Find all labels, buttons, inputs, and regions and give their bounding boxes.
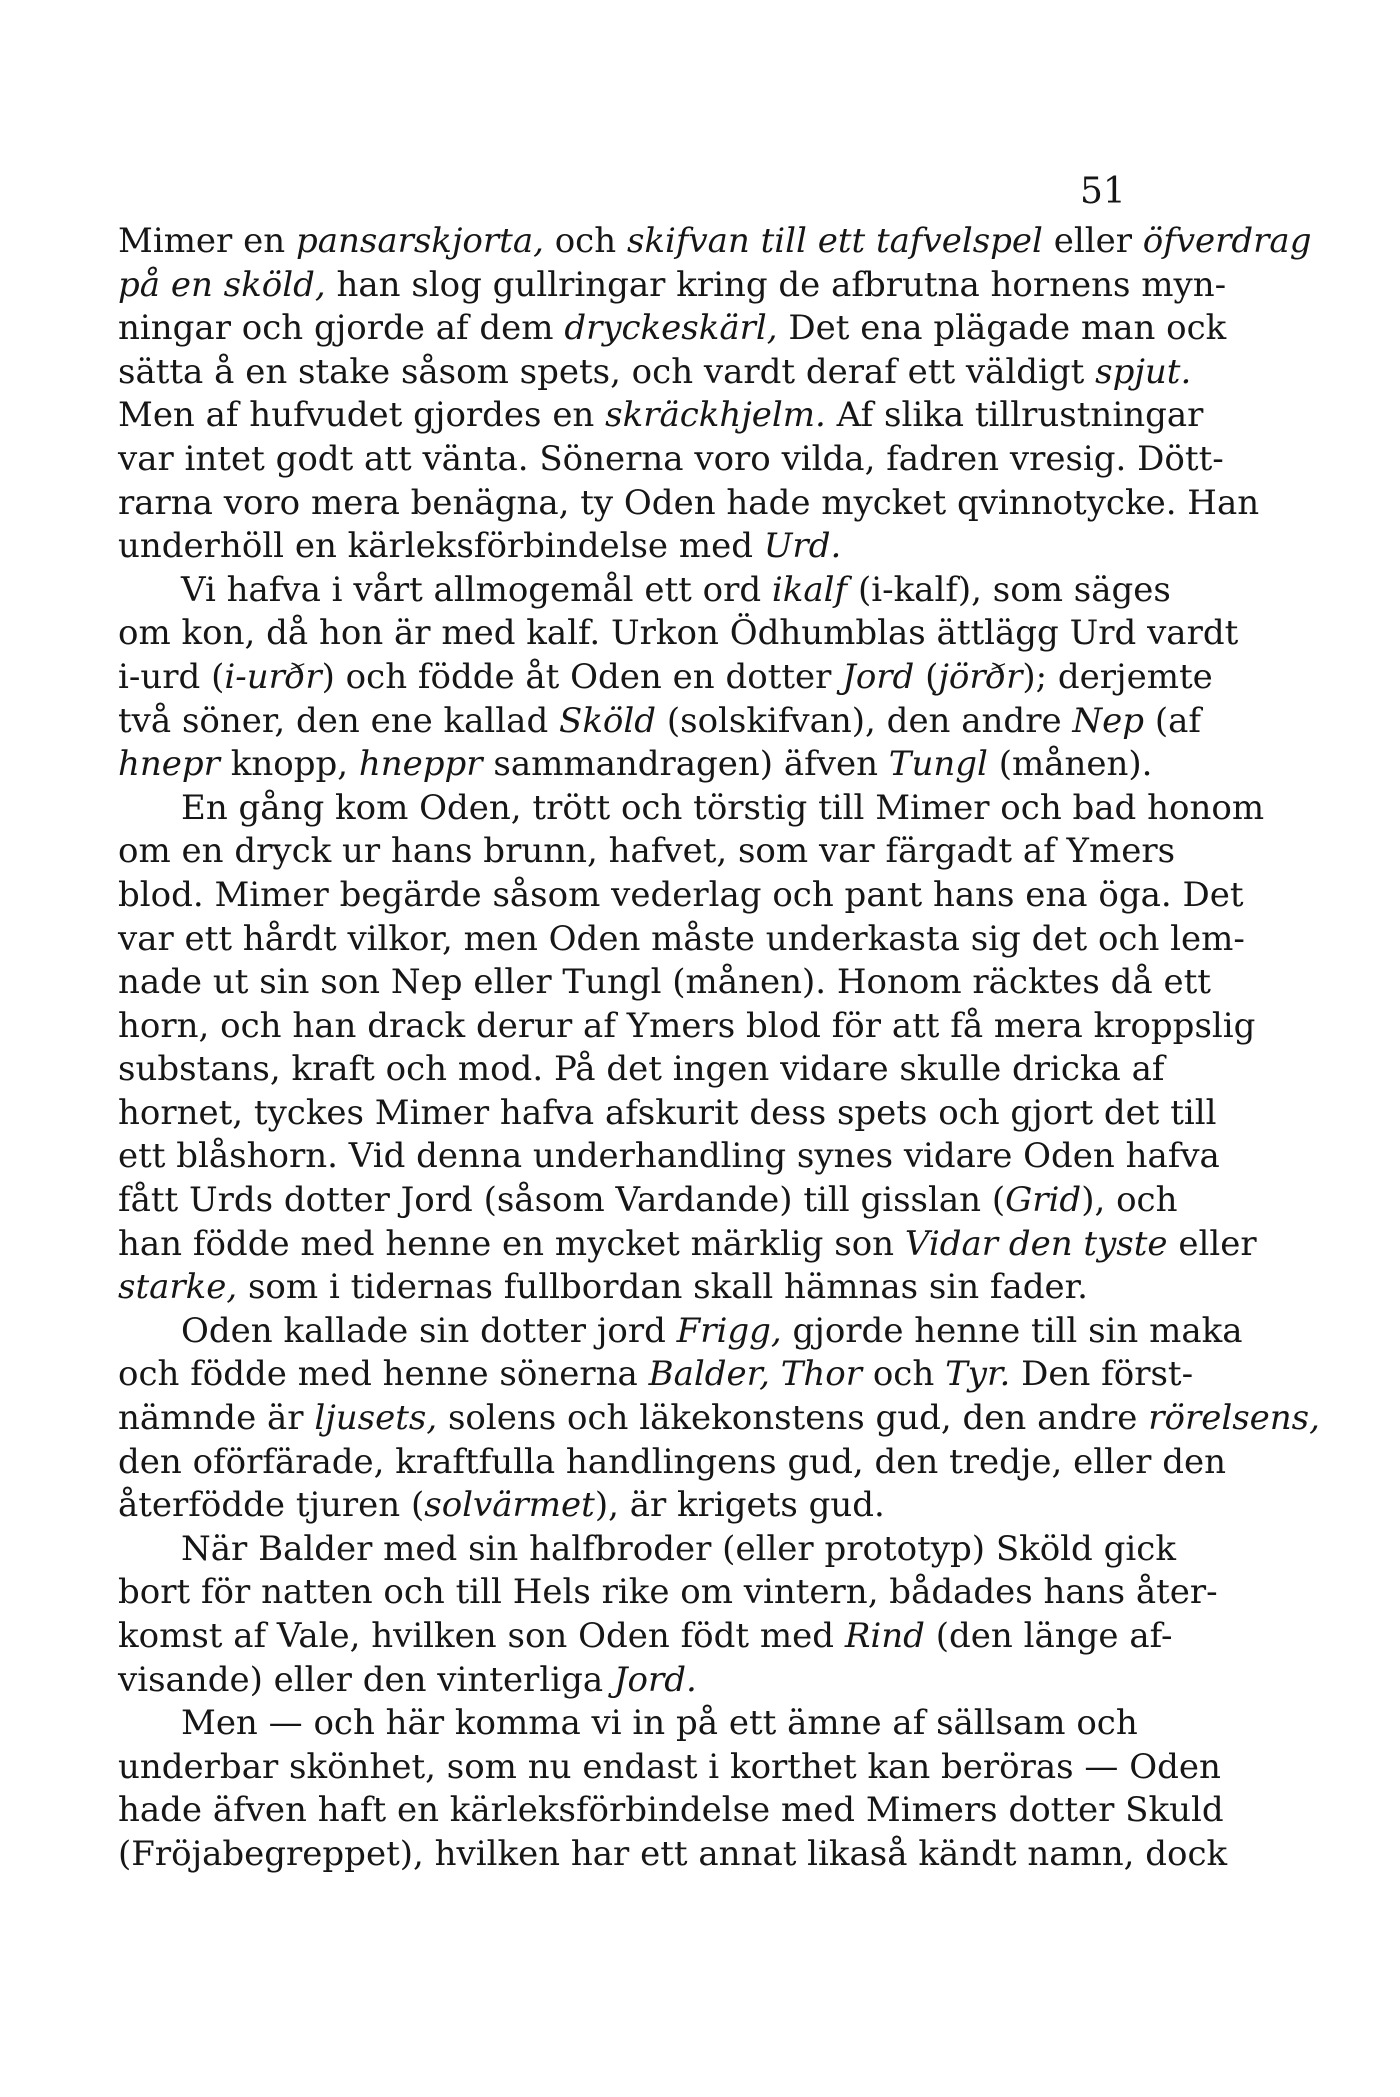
text-run: ( xyxy=(914,656,939,697)
italic-text: ikalf xyxy=(771,569,848,610)
italic-text: skifvan till ett tafvelspel xyxy=(626,221,1043,261)
text-run: ), och xyxy=(1081,1180,1178,1221)
italic-text: pansarskjorta, xyxy=(295,221,544,261)
italic-text: rörelsens, xyxy=(1148,1398,1320,1439)
text-line xyxy=(118,1484,1124,1528)
text-run: återfödde tjuren ( xyxy=(118,1485,425,1526)
text-line xyxy=(118,1659,1124,1703)
text-run: substans, kraft och mod. På det ingen vidare skulle dricka af xyxy=(118,1049,1165,1090)
text-run: Men — och här komma vi in på ett ämne af sällsam och xyxy=(181,1703,1138,1744)
text-line xyxy=(118,1005,1256,1049)
text-run: underhöll en kärleksförbindelse med xyxy=(118,526,764,567)
text-line xyxy=(118,1615,1173,1659)
text-run: ningar och gjorde af dem xyxy=(118,308,565,349)
text-line xyxy=(118,351,1192,395)
text-line xyxy=(118,918,1245,962)
italic-text: hneppr xyxy=(358,744,483,785)
text-run: och födde med henne sönerna xyxy=(118,1354,649,1395)
italic-text: jörðr xyxy=(938,656,1023,697)
italic-text: Grid xyxy=(1005,1180,1082,1221)
text-line xyxy=(118,612,1239,656)
text-line xyxy=(118,1528,1176,1572)
italic-text: Nep xyxy=(1072,700,1145,741)
text-run: hade äfven haft en kärleksförbindelse med Mimers dotter Skuld xyxy=(118,1790,1224,1831)
text-line xyxy=(118,482,1260,526)
text-line xyxy=(118,1441,1226,1485)
text-line xyxy=(118,656,1213,700)
text-run: och xyxy=(862,1354,946,1395)
text-run: (månen). xyxy=(987,744,1153,785)
text-line xyxy=(118,1092,1217,1136)
text-run: om en dryck ur hans brunn, hafvet, som var färgadt af Ymers xyxy=(118,831,1176,872)
text-line xyxy=(118,1702,1138,1746)
text-run: knopp, xyxy=(219,744,359,785)
text-line xyxy=(118,743,1153,787)
text-line xyxy=(118,1746,1221,1790)
text-run: (solskifvan), den andre xyxy=(656,700,1073,741)
text-line xyxy=(118,264,1227,308)
text-run: var intet godt att vänta. Sönerna voro vilda, fadren vresig. Dött- xyxy=(118,438,1224,479)
text-run: blod. Mimer begärde såsom vederlag och pant hans ena öga. Det xyxy=(118,874,1244,915)
text-line xyxy=(118,1310,1243,1354)
text-run: han födde med henne en mycket märklig son xyxy=(118,1223,905,1264)
italic-text: Frigg, xyxy=(676,1310,782,1351)
text-run: om kon, då hon är med kalf. Urkon Ödhumblas ättlägg Urd vardt xyxy=(118,613,1239,654)
text-run: (af xyxy=(1144,700,1201,741)
text-line xyxy=(118,525,1124,569)
text-line xyxy=(118,1266,1124,1310)
text-run: Mimer en xyxy=(118,221,296,261)
italic-text: på en sköld, xyxy=(118,264,326,305)
text-run: rarna voro mera benägna, ty Oden hade mycket qvinnotycke. Han xyxy=(118,482,1260,523)
text-run: hornet, tyckes Mimer hafva afskurit dess spets och gjort det till xyxy=(118,1092,1217,1133)
text-run: Vi hafva i vårt allmogemål ett ord xyxy=(181,569,772,610)
text-run: (i-kalf), som säges xyxy=(847,569,1171,610)
text-run: ) och födde åt Oden en dotter xyxy=(321,656,843,697)
italic-text: Sköld xyxy=(559,700,657,741)
text-run: Den först- xyxy=(1010,1354,1194,1395)
italic-text: Rind xyxy=(844,1616,925,1656)
italic-text: öfverdrag xyxy=(1142,221,1312,261)
text-run: gjorde henne till sin maka xyxy=(781,1310,1243,1351)
body-text xyxy=(118,220,1320,1877)
text-run: och xyxy=(543,221,627,261)
text-run: Oden kallade sin dotter jord xyxy=(181,1310,677,1351)
italic-text: Jord xyxy=(842,656,915,697)
text-run: En gång kom Oden, trött och törstig till Mimer och bad honom xyxy=(181,787,1265,828)
text-line xyxy=(118,700,1201,744)
text-run: han slog gullringar kring de afbrutna hornens myn- xyxy=(325,264,1227,305)
text-run: (den länge af- xyxy=(924,1616,1173,1656)
text-run: (Fröjabegreppet), hvilken har ett annat likaså kändt namn, dock xyxy=(118,1833,1228,1874)
text-run: När Balder med sin halfbroder (eller prototyp) Sköld gick xyxy=(181,1528,1176,1569)
text-run: ), är krigets gud. xyxy=(594,1485,885,1526)
text-line xyxy=(118,874,1244,918)
text-line xyxy=(118,1179,1178,1223)
text-run: solens och läkekonstens gud, den andre xyxy=(437,1398,1149,1439)
italic-text: Jord. xyxy=(613,1659,697,1700)
text-run: Men af hufvudet gjordes en xyxy=(118,395,606,436)
italic-text: solvärmet xyxy=(424,1485,595,1526)
italic-text: i-urðr xyxy=(224,656,322,697)
text-run: Af slika tillrustningar xyxy=(825,395,1204,436)
text-line xyxy=(118,1833,1228,1877)
text-run: nade ut sin son Nep eller Tungl (månen). Honom räcktes då ett xyxy=(118,962,1211,1003)
text-run: den oförfärade, kraftfulla handlingens gud, den tredje, eller den xyxy=(118,1441,1226,1482)
text-run: eller xyxy=(1042,221,1143,261)
text-run: som i tidernas fullbordan skall hämnas sin fader. xyxy=(237,1267,1088,1308)
text-run: sammandragen) äfven xyxy=(482,744,889,785)
text-run: ); derjemte xyxy=(1022,656,1213,697)
italic-text: Urd. xyxy=(763,526,842,567)
text-line xyxy=(118,1397,1320,1441)
text-line xyxy=(118,1135,1220,1179)
text-run: var ett hårdt vilkor, men Oden måste underkasta sig det och lem- xyxy=(118,918,1245,959)
text-line xyxy=(118,307,1227,351)
text-run: två söner, den ene kallad xyxy=(118,700,560,741)
text-run: ett blåshorn. Vid denna underhandling synes vidare Oden hafva xyxy=(118,1136,1220,1177)
text-line xyxy=(118,1789,1224,1833)
text-run: horn, och han drack derur af Ymers blod för att få mera kroppslig xyxy=(118,1005,1256,1046)
text-run: komst af Vale, hvilken son Oden födt med xyxy=(118,1616,845,1656)
italic-text: spjut. xyxy=(1095,351,1192,392)
text-run: fått Urds dotter Jord (såsom Vardande) till gisslan ( xyxy=(118,1180,1006,1221)
text-line xyxy=(118,394,1204,438)
text-run: bort för natten och till Hels rike om vintern, bådades hans åter- xyxy=(118,1572,1218,1613)
italic-text: skräckhjelm. xyxy=(605,395,826,436)
text-line xyxy=(118,1353,1194,1397)
text-run: underbar skönhet, som nu endast i korthet kan beröras — Oden xyxy=(118,1746,1221,1787)
text-line xyxy=(118,830,1176,874)
text-line xyxy=(118,1223,1257,1267)
text-run: nämnde är xyxy=(118,1398,315,1439)
text-run: sätta å en stake såsom spets, och vardt deraf ett väldigt xyxy=(118,351,1096,392)
text-line xyxy=(118,961,1211,1005)
page-number: 51 xyxy=(1080,171,1126,212)
italic-text: Balder, Thor xyxy=(648,1354,863,1395)
italic-text: ljusets, xyxy=(314,1398,438,1439)
text-run: visande) eller den vinterliga xyxy=(118,1659,614,1700)
italic-text: starke, xyxy=(118,1267,238,1308)
italic-text: dryckeskärl, xyxy=(564,308,778,349)
text-line xyxy=(118,438,1224,482)
text-line xyxy=(118,787,1265,831)
text-line xyxy=(118,1048,1165,1092)
italic-text: hnepr xyxy=(118,744,220,785)
text-run: i-urd ( xyxy=(118,656,225,697)
text-run: eller xyxy=(1167,1223,1257,1264)
text-line xyxy=(118,220,1312,264)
italic-text: Tungl xyxy=(888,744,988,785)
text-run: Det ena plägade man ock xyxy=(777,308,1227,349)
text-line xyxy=(118,569,1171,613)
italic-text: Vidar den tyste xyxy=(904,1223,1168,1264)
text-line xyxy=(118,1571,1218,1615)
italic-text: Tyr. xyxy=(945,1354,1011,1395)
